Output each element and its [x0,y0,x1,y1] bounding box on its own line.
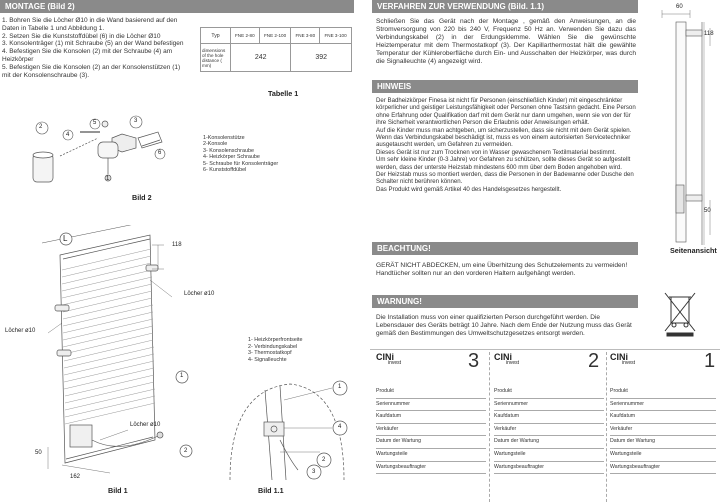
montage-step: 3. Konsolenträger (1) mit Schraube (5) an der Wand befestigen [2,40,184,48]
warranty-field: Datum der Wartung [610,436,716,449]
table-cell: 242 [231,44,291,72]
montage-step: 1. Bohren Sie die Löcher Ø10 in die Wand basierend auf den Daten in Tabelle 1 und Abbildung 1. [2,17,178,32]
beachtung-line: GERÄT NICHT ABDECKEN, um eine Überhitzung des Schutzelements zu vermeiden! [376,262,628,269]
bild2-number: 6 [158,150,162,156]
hinweis-line: Der Heizstab muss so montiert werden, dass die Personen in der Badewanne oder Dusche den Schalter nicht berühren können. [376,171,634,186]
warranty-field: Wartungsbeauftragter [376,462,486,475]
side-dim-118: 118 [704,31,714,37]
brand-sub: invest [622,360,636,366]
hinweis-text [376,97,638,193]
callout-number: 1 [180,373,184,379]
warranty-field: Produkt [494,386,604,399]
bild2-number: 3 [134,118,138,124]
beachtung-text [376,262,636,278]
hinweis-line: Dieses Gerät ist nur zum Trocknen von in Wasser gewaschenem Textilmaterial bestimmt. [376,148,617,156]
hole-distance-table [200,27,352,72]
warranty-field: Kaufdatum [494,411,604,424]
brand-sub: invest [388,360,402,366]
table-header: FNE 3-80 [291,28,320,44]
table-header: FNE 2-80 [231,28,260,44]
warranty-field: Datum der Wartung [376,436,486,449]
warnung-text: Die Installation muss von einer qualifizierten Person durchgeführt werden. Die Lebensdauer des Geräts beträgt 10 Jahre. Nach dem Ende der Nutzung muss das Gerät gemäß den Bestimmungen des Umweltschutzgesetzes entsorgt werden. [376,314,632,337]
warranty-field: Wartungsteile [494,449,604,462]
brand-sub: invest [506,360,520,366]
card-number: 2 [588,350,600,372]
table-header: FNE 2-100 [259,28,291,44]
bild11-diagram [220,370,354,482]
legend-item: 2-Konsole [203,141,228,148]
warranty-field: Verkäufer [376,424,486,437]
side-dim-60: 60 [676,4,683,10]
callout-number: 3 [312,469,316,475]
legend-item: 2- Verbindungskabel [248,343,298,350]
bild11-legend [248,337,303,363]
dim-50: 50 [35,450,42,456]
callout-number: 2 [184,448,188,454]
parts-legend [203,135,278,173]
card-number: 1 [704,350,716,372]
table-row-label: dimensions of the hole distance ( mm) [201,44,231,72]
warranty-field: Seriennummer [376,399,486,412]
warranty-field: Kaufdatum [610,411,716,424]
legend-item: 6- Kunststoffdübel [203,167,247,174]
hinweis-line: Wenn das Verbindungskabel beschädigt ist, muss es von einem autorisierten Servicetechniker ausgetauscht werden, um Gefahren zu vermeiden. [376,134,631,149]
warranty-field: Produkt [376,386,486,399]
hinweis-line: Um sehr kleine Kinder (0-3 Jahre) vor Gefahren zu schützen, sollte dieses Gerät so aufgestellt werden, dass der unterste Heizstab mindestens 600 mm über dem Boden angehoben wird. [376,156,631,171]
legend-item: 5- Schraube für Konsolenträger [203,160,279,167]
montage-steps [2,17,190,79]
warranty-card-2 [494,352,604,474]
hinweis-line: Auf die Kinder muss man achtgeben, um sicherzustellen, dass sie nicht mit dem Gerät spielen. [376,126,632,134]
montage-step: 2. Setzen Sie die Kunststoffdübel (6) in die Löcher Ø10 [2,32,161,40]
legend-item: 1- Heizkörperfrontseite [248,337,303,343]
bild1-diagram [0,225,215,485]
bild2-number: 1 [106,176,110,182]
side-dim-50: 50 [704,208,711,214]
bild2-diagram [0,112,200,190]
bild1-caption: Bild 1 [108,486,128,495]
hole-label: Löcher ø10 [5,328,36,334]
dim-118: 118 [172,242,182,248]
warranty-field: Wartungsteile [376,449,486,462]
warranty-card-3 [376,352,486,474]
bild2-number: 2 [39,124,43,130]
table-cell: 392 [291,44,352,72]
hinweis-line: Der Badheizkörper Finesa ist nicht für Personen (einschließlich Kinder) mit eingeschränkter körperlicher und geistiger Leistungsfähigkeit oder Personen ohne Tastsinn gedacht. Eine Person ohne Erfahrung oder Qualifikation darf mit dem Gerät nur dann umgehen, wenn sie von der für ihre Sicherheit verantwortlichen Person die Erlaubnis oder Anweisungen erhält. [376,97,636,127]
warranty-field: Wartungsteile [610,449,716,462]
card-number: 3 [468,350,480,372]
bild2-number: 4 [66,132,70,138]
weee-bin-icon [661,289,699,337]
bild2-number: 5 [93,120,97,126]
brand-logo: CINi [494,352,512,362]
hole-label: Löcher ø10 [130,422,161,428]
warranty-card-1 [610,352,716,474]
verfahren-text: Schließen Sie das Gerät nach der Montage , gemäß den Anweisungen, an die Stromversorgung von 220 bis 240 V, Frequenz 50 Hz an. Verwenden Sie dazu das Verbindungskabel (2) in der Erdungsklemme. Wählen Sie die gewünschte Heiztemperatur mit dem Thermostatkopf (3). Der Kapillarthermostat hält die gewählte Temperatur der Kühleroberfläche durch Ein- und Ausschalten der Heizkörper, was durch die Signalleuchte (4) angezeigt wird. [376,18,636,66]
hinweis-title: HINWEIS [372,80,638,93]
warranty-field: Verkäufer [494,424,604,437]
hole-label: Löcher ø10 [184,291,215,297]
legend-item: 3- Thermostatkopf [248,350,292,357]
cut-line [606,352,607,502]
beachtung-title: BEACHTUNG! [372,242,638,255]
warranty-field: Seriennummer [494,399,604,412]
warranty-field: Produkt [610,386,716,399]
warranty-field: Seriennummer [610,399,716,412]
verfahren-title: VERFAHREN ZUR VERWENDUNG (Bild. 1.1) [372,0,638,13]
table-header: Typ [201,28,231,44]
beachtung-line: Handtücher sollten nur an den vorderen Haltern aufgehängt werden. [376,270,576,278]
brand-logo: CINi [376,352,394,362]
callout-number: 4 [338,424,342,430]
warranty-field: Kaufdatum [376,411,486,424]
table-header: FNE 3-100 [320,28,352,44]
legend-item: 1-Konsolenstütze [203,135,245,141]
brand-logo: CINi [610,352,628,362]
callout-number: 1 [338,384,342,390]
warranty-field: Datum der Wartung [494,436,604,449]
warranty-field: Wartungsbeauftragter [494,462,604,475]
side-view-caption: Seitenansicht [670,246,717,255]
callout-number: 2 [322,457,326,463]
dim-162: 162 [70,474,81,480]
legend-item: 4- Signalleuchte [248,356,287,363]
warranty-field: Verkäufer [610,424,716,437]
hinweis-line: Das Produkt wird gemäß Artikel 40 des Handelsgesetzes hergestellt. [376,185,562,193]
montage-step: 4. Befestigen Sie die Konsolen (2) mit der Schraube (4) am Heizkörper [2,48,173,63]
table-caption: Tabelle 1 [268,89,299,98]
montage-title: MONTAGE (Bild 2) [0,0,354,13]
warranty-field: Wartungsbeauftragter [610,462,716,475]
warnung-title: WARNUNG! [372,295,638,308]
dim-L: L [63,234,68,243]
legend-item: 4- Heizkörper Schraube [203,154,260,161]
montage-step: 5. Befestigen Sie die Konsolen (2) an der Konsolenstützen (1) mit der Konsolenschraube (3). [2,63,181,79]
legend-item: 3- Konsolenschraube [203,147,254,154]
bild11-caption: Bild 1.1 [258,486,284,495]
bild2-caption: Bild 2 [132,193,152,202]
cut-line [489,352,490,502]
